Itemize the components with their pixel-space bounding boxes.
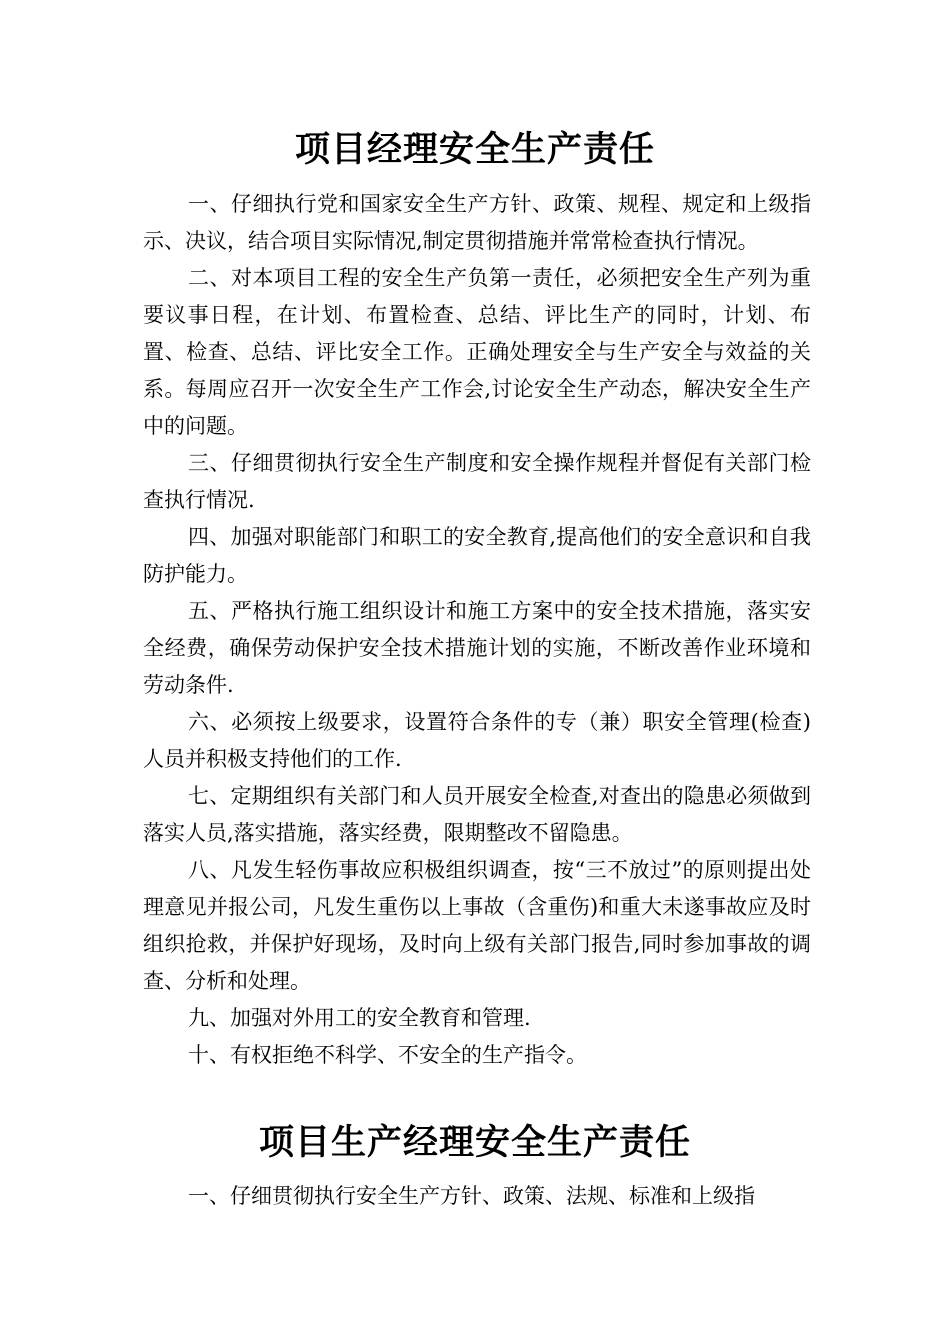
paragraph: 七、定期组织有关部门和人员开展安全检查,对查出的隐患必须做到落实人员,落实措施，落实经费，限期整改不留隐患。 <box>143 784 811 845</box>
paragraph: 一、仔细贯彻执行安全生产方针、政策、法规、标准和上级指 <box>188 1184 755 1208</box>
paragraph: 三、仔细贯彻执行安全生产制度和安全操作规程并督促有关部门检查执行情况. <box>143 451 811 512</box>
paragraph: 四、加强对职能部门和职工的安全教育,提高他们的安全意识和自我防护能力。 <box>143 525 811 586</box>
paragraph: 一、仔细执行党和国家安全生产方针、政策、规程、规定和上级指示、决议，结合项目实际情况,制定贯彻措施并常常检查执行情况。 <box>143 192 811 253</box>
paragraph: 五、严格执行施工组织设计和施工方案中的安全技术措施，落实安全经费，确保劳动保护安全技术措施计划的实施，不断改善作业环境和劳动条件. <box>143 599 811 697</box>
paragraph: 九、加强对外用工的安全教育和管理. <box>188 1006 531 1030</box>
paragraph: 十、有权拒绝不科学、不安全的生产指令。 <box>188 1043 587 1067</box>
paragraph: 八、凡发生轻伤事故应积极组织调查，按“三不放过”的原则提出处理意见并报公司，凡发生重伤以上事故（含重伤)和重大未遂事故应及时组织抢救，并保护好现场，及时向上级有关部门报告,同时参加事故的调查、分析和处理。 <box>143 858 811 993</box>
section-title: 项目经理安全生产责任 <box>294 129 655 170</box>
paragraph: 六、必须按上级要求，设置符合条件的专（兼）职安全管理(检查)人员并积极支持他们的工作. <box>143 710 811 771</box>
section-body <box>143 1178 811 1215</box>
paragraph: 二、对本项目工程的安全生产负第一责任，必须把安全生产列为重要议事日程，在计划、布置检查、总结、评比生产的同时，计划、布置、检查、总结、评比安全工作。正确处理安全与生产安全与效益的关系。每周应召开一次安全生产工作会,讨论安全生产动态，解决安全生产中的问题。 <box>143 266 811 438</box>
section-body <box>143 186 811 1074</box>
section-title: 项目生产经理安全生产责任 <box>258 1122 691 1163</box>
